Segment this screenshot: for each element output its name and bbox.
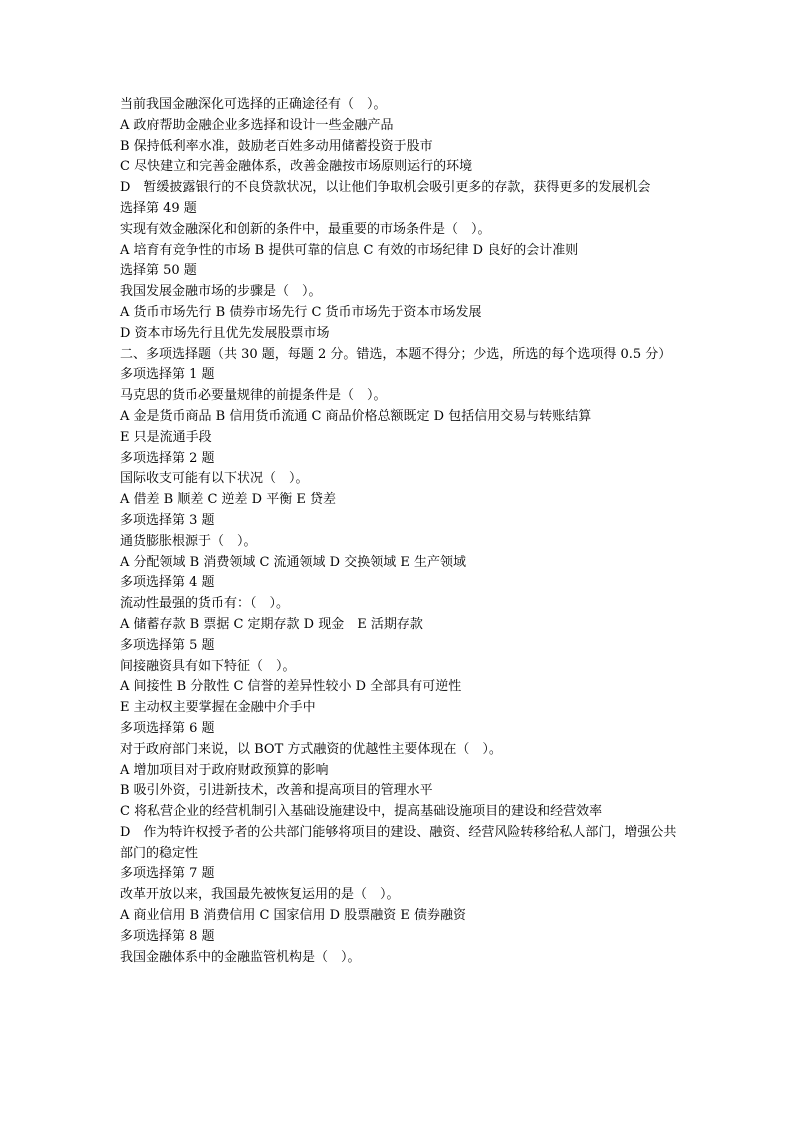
question-text: 流动性最强的货币有：（ ）。 [120,596,290,612]
question-number: 多项选择第 3 题 [120,512,215,528]
option-text: B 保持低利率水准，鼓励老百姓多动用储蓄投资于股市 [120,138,433,154]
option-text: A 借差 B 顺差 C 逆差 D 平衡 E 贷差 [120,492,336,508]
question-text: 马克思的货币必要量规律的前提条件是（ ）。 [120,388,387,404]
option-text: A 分配领域 B 消费领域 C 流通领域 D 交换领域 E 生产领域 [120,554,466,570]
question-number: 多项选择第 5 题 [120,637,215,653]
question-text: 我国发展金融市场的步骤是（ ）。 [120,284,322,300]
option-text: A 间接性 B 分散性 C 信誉的差异性较小 D 全部具有可逆性 [120,679,462,695]
option-text: D 作为特许权授予者的公共部门能够将项目的建设、融资、经营风险转移给私人部门，增强公共部门的稳定性 [120,824,677,861]
option-text: A 政府帮助金融企业多选择和设计一些金融产品 [120,117,394,133]
option-text: A 储蓄存款 B 票据 C 定期存款 D 现金 E 活期存款 [120,616,423,632]
option-text: D 资本市场先行且优先发展股票市场 [120,325,330,341]
option-text: E 主动权主要掌握在金融中介手中 [120,700,316,716]
option-text: E 只是流通手段 [120,429,212,445]
question-text: 间接融资具有如下特征（ ）。 [120,658,296,674]
question-text: 实现有效金融深化和创新的条件中，最重要的市场条件是（ ）。 [120,221,491,237]
question-text: 改革开放以来，我国最先被恢复运用的是（ ）。 [120,887,400,903]
option-text: A 培育有竞争性的市场 B 提供可靠的信息 C 有效的市场纪律 D 良好的会计准则 [120,242,579,258]
question-number: 多项选择第 7 题 [120,866,215,882]
option-text: A 金是货币商品 B 信用货币流通 C 商品价格总额既定 D 包括信用交易与转账结算 [120,408,592,424]
question-number: 多项选择第 8 题 [120,928,215,944]
question-number: 选择第 49 题 [120,200,197,216]
document-page [120,95,680,968]
question-number: 多项选择第 1 题 [120,367,215,383]
question-number: 多项选择第 6 题 [120,720,215,736]
question-number: 多项选择第 4 题 [120,575,215,591]
question-number: 多项选择第 2 题 [120,450,215,466]
option-text: A 货币市场先行 B 债券市场先行 C 货币市场先于资本市场发展 [120,304,482,320]
option-text: A 商业信用 B 消费信用 C 国家信用 D 股票融资 E 债券融资 [120,908,466,924]
question-text: 当前我国金融深化可选择的正确途径有（ ）。 [120,97,387,112]
option-text: B 吸引外资，引进新技术，改善和提高项目的管理水平 [120,783,433,799]
question-text: 通货膨胀根源于（ ）。 [120,533,257,549]
section-heading: 二、多项选择题（共 30 题，每题 2 分。错选，本题不得分；少选，所选的每个选项得 0.5 分） [120,346,672,362]
option-text: C 将私营企业的经营机制引入基础设施建设中，提高基础设施项目的建设和经营效率 [120,804,603,820]
option-text: C 尽快建立和完善金融体系，改善金融按市场原则运行的环境 [120,159,473,175]
question-text: 对于政府部门来说，以 BOT 方式融资的优越性主要体现在（ ）。 [120,741,502,757]
question-text: 国际收支可能有以下状况（ ）。 [120,471,309,487]
question-text: 我国金融体系中的金融监管机构是（ ）。 [120,949,361,965]
option-text: D 暂缓披露银行的不良贷款状况，以让他们争取机会吸引更多的存款，获得更多的发展机会 [120,180,651,196]
question-number: 选择第 50 题 [120,263,197,279]
option-text: A 增加项目对于政府财政预算的影响 [120,762,329,778]
